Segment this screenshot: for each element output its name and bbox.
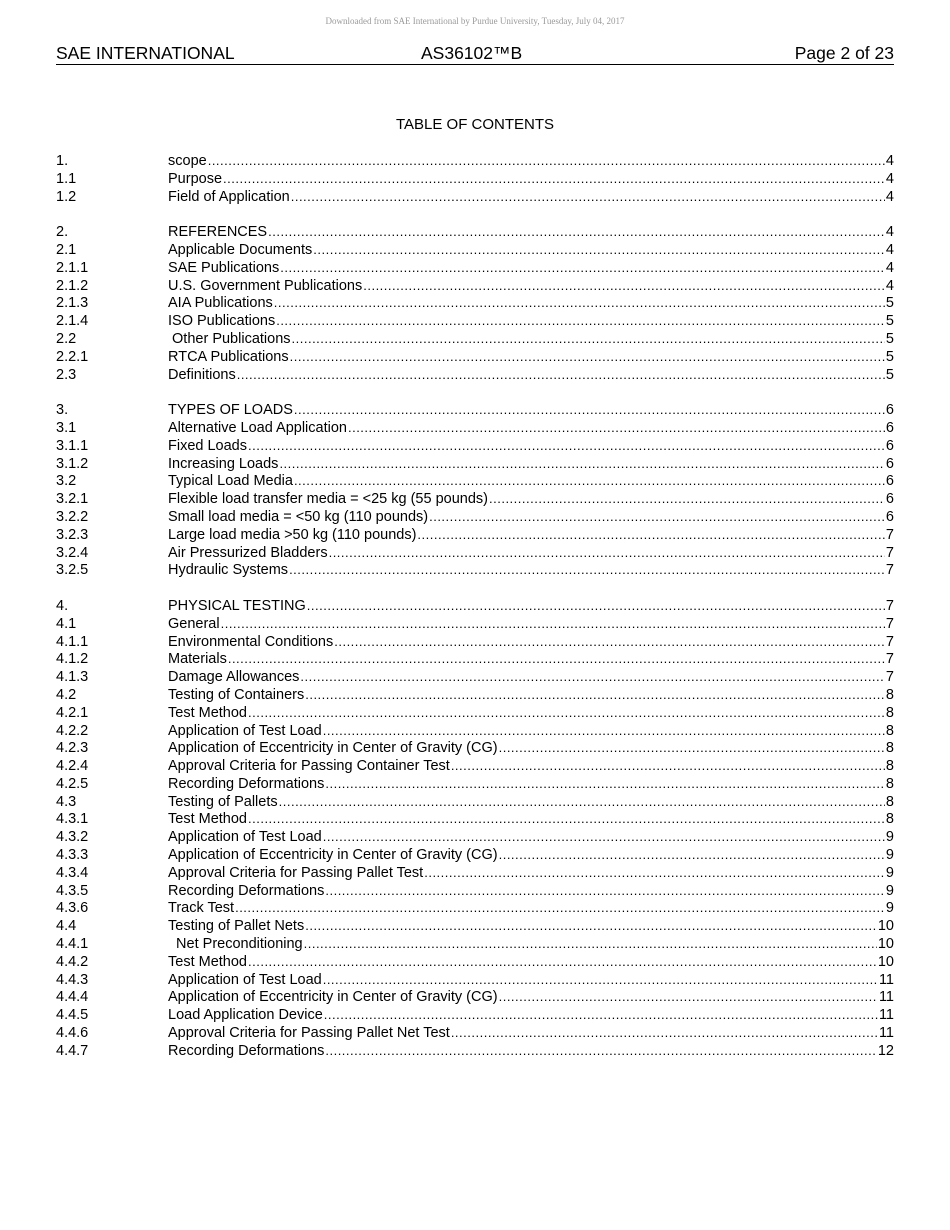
toc-entry-number: 2.1.2 [56,277,89,294]
toc-dot-leader [325,882,885,900]
toc-entry-title: Hydraulic Systems [168,562,289,579]
toc-entry[interactable] [56,508,894,526]
toc-entry-title: TYPES OF LOADS [168,402,293,419]
toc-entry[interactable] [56,971,894,989]
toc-entry-number: 4.3.4 [56,864,89,881]
toc-entry-title: Alternative Load Application [168,419,347,436]
toc-dot-leader [304,935,877,953]
toc-entry-number: 4.1.2 [56,651,89,668]
toc-entry-page: 6 [885,402,894,419]
toc-entry-title: REFERENCES [168,224,268,241]
toc-entry-title: RTCA Publications [168,348,289,365]
toc-entry-page: 8 [885,793,894,810]
toc-entry-title: Test Method [168,811,247,828]
toc-entry-number: 4.4.6 [56,1025,89,1042]
toc-dot-leader [417,526,885,544]
toc-entry-number: 3. [56,402,69,419]
toc-entry-page: 11 [878,1025,894,1042]
toc-entry[interactable] [56,864,894,882]
toc-entry-title: Application of Test Load [168,971,322,988]
toc-dot-leader [424,864,885,882]
toc-dot-leader [294,472,885,490]
toc-entry-page: 9 [885,847,894,864]
toc-section [56,152,894,205]
toc-entry-title: Applicable Documents [168,241,313,258]
toc-entry-page: 5 [885,366,894,383]
toc-entry-title: General [168,615,220,632]
toc-entry[interactable] [56,650,894,668]
toc-entry-title: Definitions [168,366,236,383]
toc-dot-leader [248,704,885,722]
toc-entry[interactable] [56,686,894,704]
toc-dot-leader [237,366,885,384]
toc-dot-leader [313,241,885,259]
toc-dot-leader [274,294,885,312]
toc-entry-number: 4.2.4 [56,758,89,775]
toc-entry-title: Testing of Pallets [168,793,278,810]
toc-entry-number: 4.1.1 [56,633,89,650]
toc-entry-title: Field of Application [168,188,290,205]
toc-entry-number: 4.4.3 [56,971,89,988]
toc-entry[interactable] [56,152,894,170]
toc-entry-page: 7 [885,544,894,561]
toc-entry-title: Increasing Loads [168,455,279,472]
toc-entry[interactable] [56,810,894,828]
toc-entry[interactable] [56,294,894,312]
toc-entry-number: 4.2.3 [56,740,89,757]
toc-entry[interactable] [56,544,894,562]
toc-entry-number: 4.2.1 [56,704,89,721]
toc-entry-page: 4 [885,259,894,276]
toc-entry[interactable] [56,419,894,437]
toc-entry-page: 9 [885,864,894,881]
toc-entry-title: Large load media >50 kg (110 pounds) [168,526,417,543]
toc-entry[interactable] [56,935,894,953]
toc-entry-number: 4.1.3 [56,669,89,686]
toc-entry-title: Load Application Device [168,1007,323,1024]
toc-entry-title: Materials [168,651,227,668]
toc-dot-leader [429,508,885,526]
toc-entry[interactable] [56,348,894,366]
toc-dot-leader [276,312,885,330]
toc-entry-page: 6 [885,508,894,525]
toc-entry-page: 9 [885,829,894,846]
toc-entry[interactable] [56,223,894,241]
toc-entry-page: 6 [885,473,894,490]
toc-entry-title: Track Test [168,900,235,917]
toc-entry[interactable] [56,722,894,740]
toc-title: TABLE OF CONTENTS [395,116,555,133]
toc-entry-page: 8 [885,740,894,757]
toc-dot-leader [499,846,885,864]
toc-entry-number: 4.4.1 [56,936,89,953]
toc-entry-number: 4.2 [56,686,77,703]
toc-entry[interactable] [56,917,894,935]
toc-entry-page: 8 [885,775,894,792]
toc-entry-number: 2.1 [56,241,77,258]
toc-entry[interactable] [56,1006,894,1024]
toc-entry-number: 2.1.4 [56,313,89,330]
toc-entry[interactable] [56,561,894,579]
toc-entry[interactable] [56,953,894,971]
toc-entry-title: Air Pressurized Bladders [168,544,328,561]
toc-entry-number: 3.1.2 [56,455,89,472]
toc-entry-title: Flexible load transfer media = <25 kg (55 pounds) [168,491,488,508]
toc-entry-number: 4.1 [56,615,77,632]
toc-entry-page: 5 [885,348,894,365]
toc-entry[interactable] [56,846,894,864]
toc-entry[interactable] [56,668,894,686]
toc-entry[interactable] [56,312,894,330]
toc-entry[interactable] [56,259,894,277]
toc-entry-title: Application of Eccentricity in Center of Gravity (CG) [168,989,498,1006]
toc-entry[interactable] [56,615,894,633]
toc-entry-number: 3.1 [56,419,77,436]
toc-entry-title: Other Publications [168,330,291,347]
toc-entry-number: 4.3.5 [56,882,89,899]
toc-entry-number: 2.2 [56,330,77,347]
toc-entry-title: Recording Deformations [168,775,325,792]
toc-entry[interactable] [56,633,894,651]
toc-entry-number: 3.2.5 [56,562,89,579]
toc-entry[interactable] [56,437,894,455]
toc-entry-page: 8 [885,686,894,703]
toc-entry[interactable] [56,1024,894,1042]
toc-entry-title: ISO Publications [168,313,276,330]
toc-dot-leader [248,953,877,971]
toc-entry-title: Approval Criteria for Passing Pallet Net Test [168,1025,450,1042]
toc-entry[interactable] [56,241,894,259]
toc-entry-title: Approval Criteria for Passing Container Test [168,758,450,775]
toc-entry[interactable] [56,330,894,348]
toc-dot-leader [325,775,885,793]
toc-entry-number: 1. [56,153,69,169]
toc-entry-page: 4 [885,188,894,205]
toc-entry-page: 4 [885,277,894,294]
toc-entry[interactable] [56,277,894,295]
toc-entry-title: Test Method [168,953,247,970]
toc-entry[interactable] [56,526,894,544]
toc-entry-title: Small load media = <50 kg (110 pounds) [168,508,429,525]
toc-entry-number: 4.2.5 [56,775,89,792]
toc-entry-number: 4.4.4 [56,989,89,1006]
toc-entry-title: Typical Load Media [168,473,293,490]
toc-entry-number: 4.3 [56,793,77,810]
toc-entry-number: 4.4.7 [56,1042,89,1059]
toc-dot-leader [499,739,885,757]
toc-entry-title: Application of Eccentricity in Center of Gravity (CG) [168,847,498,864]
toc-entry-page: 9 [885,882,894,899]
toc-entry[interactable] [56,455,894,473]
toc-entry-number: 3.2 [56,473,77,490]
toc-entry-title: SAE Publications [168,259,280,276]
toc-section [56,223,894,383]
toc-entry-page: 6 [885,419,894,436]
toc-entry-page: 5 [885,295,894,312]
toc-dot-leader [323,722,885,740]
toc-dot-leader [291,188,885,206]
toc-entry-number: 3.2.2 [56,508,89,525]
toc-entry-number: 1.1 [56,170,77,187]
toc-entry-page: 6 [885,491,894,508]
toc-dot-leader [325,1042,877,1060]
toc-entry-number: 4.3.3 [56,847,89,864]
toc-entry-number: 2. [56,224,69,241]
toc-entry[interactable] [56,170,894,188]
toc-entry-number: 2.3 [56,366,77,383]
toc-entry-page: 4 [885,224,894,241]
toc-entry-title: Recording Deformations [168,1042,325,1059]
toc-dot-leader [305,917,877,935]
toc-dot-leader [235,899,885,917]
toc-entry-title: Approval Criteria for Passing Pallet Test [168,864,424,881]
toc-entry-number: 4.4 [56,918,77,935]
toc-entry-number: 1.2 [56,188,77,205]
toc-dot-leader [221,615,885,633]
toc-entry[interactable] [56,988,894,1006]
toc-entry-page: 7 [885,597,894,614]
toc-entry[interactable] [56,490,894,508]
toc-entry-page: 4 [885,241,894,258]
toc-entry-number: 2.2.1 [56,348,89,365]
toc-entry[interactable] [56,899,894,917]
toc-entry-number: 3.2.3 [56,526,89,543]
toc-entry-number: 2.1.1 [56,259,89,276]
toc-entry-title: U.S. Government Publications [168,277,363,294]
toc-entry-number: 4.3.2 [56,829,89,846]
toc-entry-page: 9 [885,900,894,917]
toc-dot-leader [363,277,885,295]
toc-entry-page: 7 [885,669,894,686]
toc-entry-number: 2.1.3 [56,295,89,312]
header-organization: SAE INTERNATIONAL [56,43,235,63]
toc-entry-page: 11 [878,1007,894,1024]
toc-dot-leader [228,650,885,668]
download-watermark-note: Downloaded from SAE International by Purdue University, Tuesday, July 04, 2017 [325,16,625,26]
toc-entry[interactable] [56,882,894,900]
toc-dot-leader [248,437,885,455]
toc-entry-page: 10 [877,953,894,970]
toc-dot-leader [248,810,885,828]
toc-dot-leader [289,561,885,579]
toc-dot-leader [451,757,885,775]
toc-entry-page: 5 [885,330,894,347]
toc-entry[interactable] [56,757,894,775]
toc-entry-number: 4.3.6 [56,900,89,917]
toc-entry[interactable] [56,793,894,811]
toc-entry-number: 4. [56,597,69,614]
toc-entry-page: 11 [878,971,894,988]
toc-section [56,401,894,579]
toc-dot-leader [268,223,885,241]
toc-entry-page: 8 [885,722,894,739]
toc-entry-page: 4 [885,170,894,187]
toc-entry-title: Environmental Conditions [168,633,334,650]
toc-entry-page: 8 [885,811,894,828]
toc-entry-title: Application of Test Load [168,829,322,846]
toc-dot-leader [489,490,885,508]
toc-entry[interactable] [56,775,894,793]
toc-entry-title: Damage Allowances [168,669,300,686]
toc-dot-leader [323,971,878,989]
toc-entry-number: 3.2.1 [56,491,89,508]
toc-entry-page: 10 [877,918,894,935]
toc-entry-title: AIA Publications [168,295,273,312]
toc-dot-leader [499,988,878,1006]
toc-entry[interactable] [56,188,894,206]
toc-entry-page: 7 [885,615,894,632]
toc-entry-page: 10 [877,936,894,953]
toc-dot-leader [324,1006,878,1024]
toc-entry-page: 4 [885,153,894,169]
toc-entry-page: 7 [885,633,894,650]
toc-entry-title: Test Method [168,704,247,721]
toc-entry-title: Application of Test Load [168,722,322,739]
toc-dot-leader [290,348,885,366]
toc-dot-leader [280,259,885,277]
toc-entry-page: 6 [885,455,894,472]
toc-entry-title: Net Preconditioning [168,936,303,953]
toc-entry-title: PHYSICAL TESTING [168,597,306,614]
toc-dot-leader [334,633,885,651]
toc-entry[interactable] [56,739,894,757]
toc-entry-number: 4.4.5 [56,1007,89,1024]
toc-entry-page: 7 [885,562,894,579]
toc-entry-title: Application of Eccentricity in Center of Gravity (CG) [168,740,498,757]
toc-entry-title: Purpose [168,170,223,187]
toc-entry-page: 6 [885,437,894,454]
toc-section [56,597,894,1060]
toc-dot-leader [451,1024,878,1042]
toc-entry[interactable] [56,401,894,419]
toc-dot-leader [279,455,884,473]
page-header [56,43,894,65]
toc-entry-number: 3.2.4 [56,544,89,561]
toc-entry-page: 8 [885,704,894,721]
toc-dot-leader [305,686,885,704]
toc-dot-leader [208,152,885,170]
toc-entry-number: 3.1.1 [56,437,89,454]
toc-entry-title: Testing of Pallet Nets [168,918,305,935]
toc-dot-leader [294,401,885,419]
toc-entry-title: Fixed Loads [168,437,247,454]
toc-dot-leader [279,793,885,811]
toc-entry[interactable] [56,366,894,384]
toc-dot-leader [329,544,885,562]
table-of-contents [56,152,894,1077]
toc-dot-leader [300,668,885,686]
toc-entry[interactable] [56,828,894,846]
toc-dot-leader [307,597,885,615]
toc-entry-page: 12 [877,1042,894,1059]
toc-entry[interactable] [56,704,894,722]
toc-entry-page: 11 [878,989,894,1006]
toc-dot-leader [292,330,885,348]
toc-entry-page: 8 [885,758,894,775]
toc-entry-title: Recording Deformations [168,882,325,899]
toc-dot-leader [323,828,885,846]
toc-entry-number: 4.3.1 [56,811,89,828]
toc-entry-page: 7 [885,651,894,668]
toc-dot-leader [348,419,885,437]
toc-entry-number: 4.2.2 [56,722,89,739]
toc-entry[interactable] [56,472,894,490]
toc-entry-page: 7 [885,526,894,543]
toc-entry-title: Testing of Containers [168,686,305,703]
toc-entry[interactable] [56,1042,894,1060]
toc-entry-page: 5 [885,313,894,330]
toc-dot-leader [223,170,885,188]
toc-entry-number: 4.4.2 [56,953,89,970]
header-page-label: Page 2 of 23 [794,43,894,63]
header-document-number: AS36102™B [421,43,523,63]
toc-entry-title: scope [168,153,207,169]
toc-entry[interactable] [56,597,894,615]
